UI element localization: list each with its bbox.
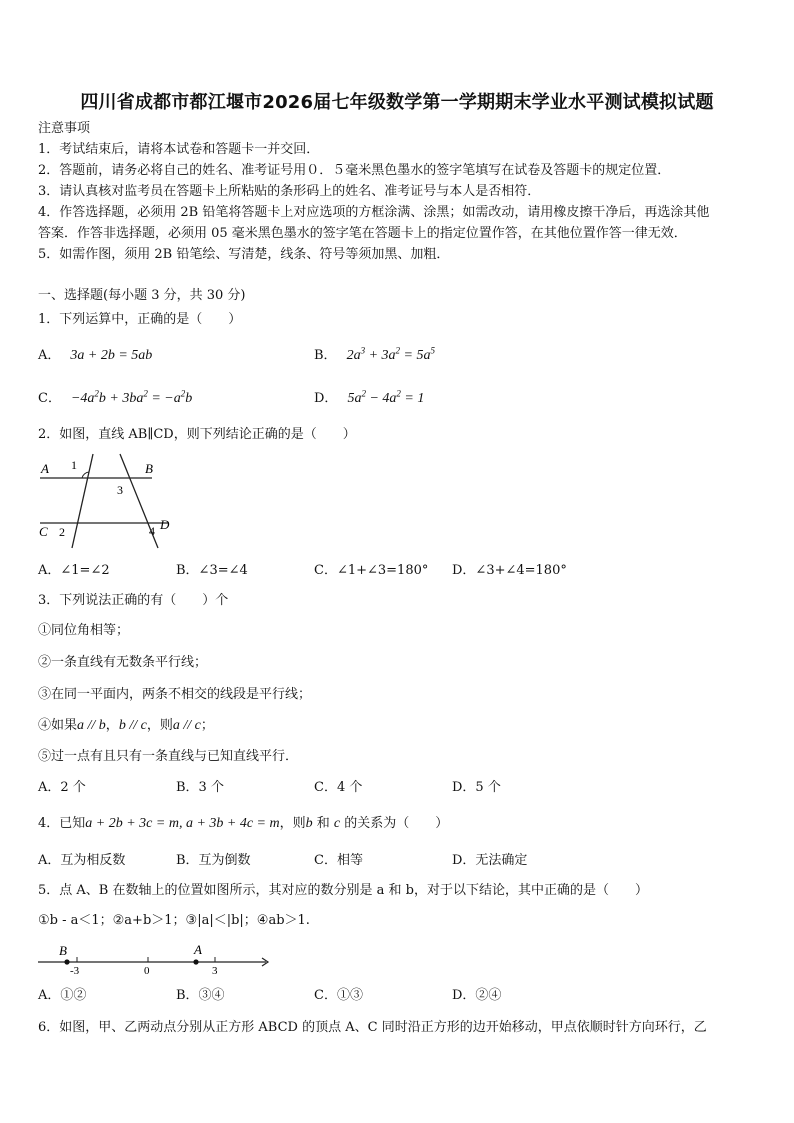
parallel-lines-figure — [38, 452, 176, 550]
q1-option-d: D． $5a^2 - 4a^2 = 1$ — [314, 388, 425, 406]
label-a: A — [194, 942, 202, 957]
label-a: A — [41, 461, 49, 476]
q3-statement-5: ⑤过一点有且只有一条直线与已知直线平行． — [38, 749, 299, 764]
angle-1-label: 1 — [71, 458, 77, 472]
q4-option-d: D．无法确定 — [452, 853, 528, 868]
section-heading: 一、选择题(每小题 3 分，共 30 分) — [38, 288, 246, 303]
q5-conditions: ①b - a＜1；②a+b＞1；③|a|＜|b|；④ab＞1. — [38, 913, 310, 928]
q1-option-b: B． $2a^3 + 3a^2 = 5a^5$ — [314, 345, 435, 363]
q6-stem: 6．如图，甲、乙两动点分别从正方形 ABCD 的顶点 A、C 同时沿正方形的边开始移动，甲点依顺时针方向环行，乙 — [38, 1020, 707, 1035]
label-c: C — [39, 524, 48, 539]
q1-option-a: A． 3a + 2b = 5ab — [38, 348, 153, 363]
exam-title: 四川省成都市都江堰市2026届七年级数学第一学期期末学业水平测试模拟试题 — [80, 92, 714, 113]
q2-option-a: A．∠1=∠2 — [38, 563, 110, 578]
q1-option-c: C． $-4a^2b + 3ba^2 = -a^2b$ — [38, 388, 193, 406]
q2-option-b: B．∠3=∠4 — [176, 563, 248, 578]
label-d: D — [160, 517, 170, 532]
number-line-figure — [38, 940, 270, 976]
label-b: B — [59, 943, 67, 958]
q4-option-a: A．互为相反数 — [38, 853, 126, 868]
notice-item: 4．作答选择题，必须用 2B 铅笔将答题卡上对应选项的方框涂满、涂黑；如需改动，请用橡皮擦干净后，再选涂其他 — [38, 205, 710, 220]
notice-item: 5．如需作图，须用 2B 铅笔绘、写清楚，线条、符号等须加黑、加粗． — [38, 247, 450, 262]
angle-4-label: 4 — [149, 524, 155, 538]
point-a — [193, 959, 198, 964]
q3-stem: 3．下列说法正确的有（ ）个 — [38, 593, 229, 608]
tick-label: 3 — [212, 965, 218, 976]
angle-3-label: 3 — [117, 483, 123, 497]
q5-option-d: D．②④ — [452, 988, 502, 1003]
label-b: B — [145, 461, 153, 476]
q5-option-b: B．③④ — [176, 988, 225, 1003]
q1-stem: 1．下列运算中，正确的是（ ） — [38, 312, 242, 327]
q3-option-b: B．3 个 — [176, 780, 224, 795]
q3-statement-2: ②一条直线有无数条平行线； — [38, 655, 208, 670]
q5-stem: 5．点 A、B 在数轴上的位置如图所示，其对应的数分别是 a 和 b，对于以下结论，其中正确的是（ ） — [38, 883, 648, 898]
q4-option-b: B．互为倒数 — [176, 853, 251, 868]
q4-stem: 4．已知a + 2b + 3c = m, a + 3b + 4c = m，则b 和 c 的关系为（ ） — [38, 816, 449, 831]
notice-item: 2．答题前，请务必将自己的姓名、准考证号用０．５毫米黑色墨水的签字笔填写在试卷及答题卡的规定位置． — [38, 163, 671, 178]
q2-option-c: C．∠1+∠3=180° — [314, 563, 429, 578]
q2-option-d: D．∠3+∠4=180° — [452, 563, 567, 578]
q3-statement-1: ①同位角相等； — [38, 623, 130, 638]
q3-option-a: A．2 个 — [38, 780, 86, 795]
q3-statement-4: ④如果a // b，b // c，则a // c； — [38, 718, 214, 733]
notice-item: 答案．作答非选择题，必须用 05 毫米黑色墨水的签字笔在答题卡上的指定位置作答，在其他位置作答一律无效． — [38, 226, 687, 241]
q2-stem: 2．如图，直线 AB∥CD，则下列结论正确的是（ ） — [38, 427, 356, 442]
q3-option-c: C．4 个 — [314, 780, 363, 795]
notice-item: 1．考试结束后，请将本试卷和答题卡一并交回． — [38, 142, 320, 157]
notice-heading: 注意事项 — [38, 121, 91, 136]
q3-option-d: D．5 个 — [452, 780, 501, 795]
tick-label: -3 — [70, 965, 80, 976]
point-b — [64, 959, 69, 964]
tick-label: 0 — [144, 965, 150, 976]
q5-option-a: A．①② — [38, 988, 87, 1003]
q5-option-c: C．①③ — [314, 988, 363, 1003]
q3-statement-3: ③在同一平面内，两条不相交的线段是平行线； — [38, 687, 312, 702]
q4-option-c: C．相等 — [314, 853, 363, 868]
angle-2-label: 2 — [59, 525, 65, 539]
notice-item: 3．请认真核对监考员在答题卡上所粘贴的条形码上的姓名、准考证号与本人是否相符． — [38, 184, 541, 199]
